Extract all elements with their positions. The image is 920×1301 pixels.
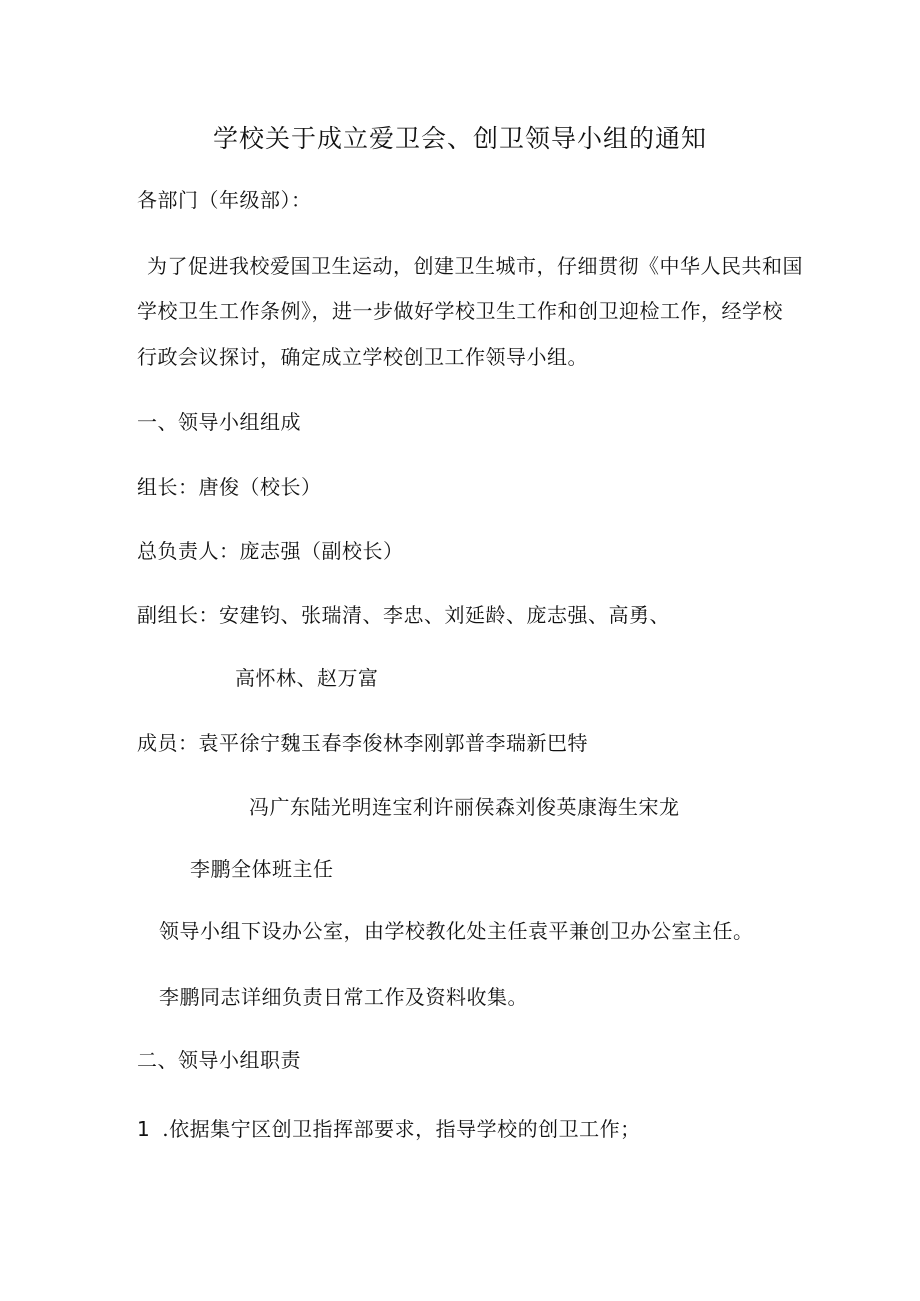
duty-1-text: .依据集宁区创卫指挥部要求，指导学校的创卫工作； xyxy=(162,1117,641,1141)
chief-line: 总负责人：庞志强（副校长） xyxy=(137,539,404,563)
duty-1 xyxy=(137,1115,641,1143)
members-line-1: 成员：袁平徐宁魏玉春李俊林李刚郭普李瑞新巴特 xyxy=(137,731,588,755)
intro-line-2: 学校卫生工作条例》，进一步做好学校卫生工作和创卫迎检工作，经学校 xyxy=(137,299,783,323)
office-line-1: 领导小组下设办公室，由学校教化处主任袁平兼创卫办公室主任。 xyxy=(159,919,754,943)
office-line-2: 李鹏同志详细负责日常工作及资料收集。 xyxy=(159,985,528,1009)
section-1-heading: 一、领导小组组成 xyxy=(137,410,301,434)
intro-line-3: 行政会议探讨，确定成立学校创卫工作领导小组。 xyxy=(137,345,588,369)
deputies-line-2: 高怀林、赵万富 xyxy=(235,666,379,690)
deputies-line-1: 副组长：安建钧、张瑞清、李忠、刘延龄、庞志强、高勇、 xyxy=(137,603,670,627)
document-title: 学校关于成立爱卫会、创卫领导小组的通知 xyxy=(212,124,707,153)
salutation: 各部门（年级部）： xyxy=(137,188,312,212)
members-line-2: 冯广东陆光明连宝利许丽侯森刘俊英康海生宋龙 xyxy=(249,795,680,819)
leader-line: 组长：唐俊（校长） xyxy=(137,475,322,499)
section-2-heading: 二、领导小组职责 xyxy=(137,1048,301,1072)
members-line-3: 李鹏全体班主任 xyxy=(190,857,334,881)
intro-line-1: 为了促进我校爱国卫生运动，创建卫生城市，仔细贯彻《中华人民共和国 xyxy=(147,254,803,278)
duty-1-number: 1 xyxy=(137,1117,151,1141)
